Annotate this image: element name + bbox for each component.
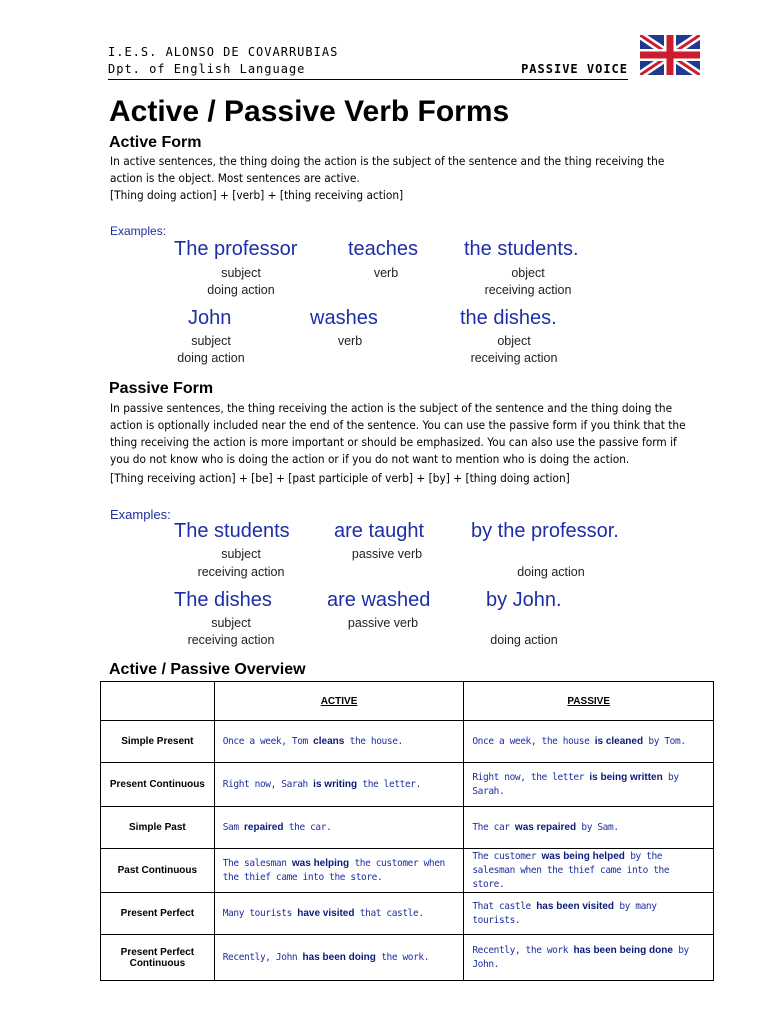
- table-row: [101, 849, 714, 893]
- department-name: Dpt. of English Language: [108, 62, 306, 76]
- passive-verb: has been being done: [573, 944, 673, 956]
- passive-post: by Tom.: [643, 735, 686, 747]
- passive-examples-label: Examples:: [110, 507, 171, 522]
- tense-cell: Simple Present: [101, 721, 215, 763]
- passive-ex2-verb: are washed: [327, 589, 431, 611]
- passive-ex1-subject: The students: [174, 520, 290, 542]
- tense-cell: Present Perfect: [101, 893, 215, 935]
- passive-ex1-agent-desc: doing action: [517, 565, 585, 579]
- passive-cell: [464, 893, 714, 935]
- table-row: [101, 893, 714, 935]
- passive-verb: was repaired: [514, 821, 577, 833]
- passive-ex1-verb-role: passive verb: [351, 547, 423, 561]
- passive-cell: [464, 849, 714, 893]
- active-form-text: In active sentences, the thing doing the action is the subject of the sentence and the thing receiving the action is the object. Most sentences are active.: [110, 154, 665, 185]
- passive-verb: has been visited: [536, 900, 615, 912]
- passive-pre: That castle: [472, 900, 537, 912]
- active-cell: [214, 935, 464, 981]
- table-row: [101, 807, 714, 849]
- passive-form-text: In passive sentences, the thing receiving the action is the subject of the sentence and the thing doing the action is optionally included near the end of the sentence. You can use the passive form if you think that the thing receiving the action is more important or should be emphasized. You can also use the passive form if you do not know who is doing the action or if you do not want to mention who is doing the action.: [110, 401, 686, 466]
- page-title: Active / Passive Verb Forms: [109, 95, 510, 128]
- active-ex2-object-role: object: [497, 334, 531, 348]
- passive-cell: [464, 721, 714, 763]
- active-pre: Sam: [222, 821, 245, 833]
- passive-cell: [464, 807, 714, 849]
- passive-post: by John.: [472, 944, 689, 970]
- active-verb: is writing: [313, 778, 358, 790]
- passive-pre: Recently, the work: [472, 944, 574, 956]
- table-row: [101, 935, 714, 981]
- active-post: the customer when the thief came into the store.: [222, 857, 445, 883]
- active-cell: [214, 763, 464, 807]
- passive-ex1-verb: are taught: [334, 520, 425, 542]
- active-ex1-object: the students.: [464, 238, 579, 260]
- active-pre: Once a week, Tom: [222, 735, 314, 747]
- active-verb: repaired: [244, 821, 284, 833]
- uk-flag-icon: [640, 35, 700, 75]
- passive-ex2-subject-desc: receiving action: [187, 633, 275, 647]
- active-ex1-object-desc: receiving action: [484, 283, 572, 297]
- active-ex2-object-desc: receiving action: [470, 351, 558, 365]
- passive-cell: [464, 763, 714, 807]
- active-pre: The salesman: [222, 857, 292, 869]
- active-column-label: ACTIVE: [320, 695, 358, 707]
- active-cell: [214, 807, 464, 849]
- passive-post: by Sam.: [576, 821, 619, 833]
- active-cell: [214, 893, 464, 935]
- document-header: [108, 44, 628, 78]
- active-formula: [Thing doing action] + [verb] + [thing receiving action]: [110, 188, 404, 202]
- active-post: that castle.: [354, 907, 424, 919]
- active-post: the work.: [375, 951, 430, 963]
- active-post: the letter.: [357, 778, 421, 790]
- active-verb: was helping: [291, 857, 350, 869]
- active-ex1-subject-desc: doing action: [207, 283, 275, 297]
- passive-ex1-subject-role: subject: [221, 547, 261, 561]
- active-ex1-verb: teaches: [348, 238, 419, 260]
- tense-cell: Simple Past: [101, 807, 215, 849]
- active-ex2-verb: washes: [310, 307, 378, 329]
- active-ex1-verb-role: verb: [373, 266, 399, 280]
- active-ex2-verb-role: verb: [337, 334, 363, 348]
- passive-post: by Sarah.: [472, 771, 679, 797]
- active-pre: Right now, Sarah: [222, 778, 314, 790]
- topic-label: PASSIVE VOICE: [521, 62, 628, 76]
- tense-cell: Present Continuous: [101, 763, 215, 807]
- school-name: I.E.S. ALONSO DE COVARRUBIAS: [108, 45, 339, 59]
- tense-column-header: [101, 682, 215, 721]
- table-row: [101, 721, 714, 763]
- passive-ex2-subject: The dishes: [174, 589, 272, 611]
- passive-formula: [Thing receiving action] + [be] + [past participle of verb] + [by] + [thing doing action]: [110, 471, 570, 485]
- passive-ex2-subject-role: subject: [211, 616, 251, 630]
- passive-verb: is being written: [589, 771, 663, 783]
- active-pre: Many tourists: [222, 907, 298, 919]
- passive-ex2-verb-role: passive verb: [347, 616, 419, 630]
- active-cell: [214, 849, 464, 893]
- passive-post: by many tourists.: [472, 900, 657, 926]
- passive-pre: Once a week, the house: [472, 735, 595, 747]
- passive-post: by the salesman when the thief came into the store.: [472, 850, 670, 890]
- active-cell: [214, 721, 464, 763]
- passive-ex1-subject-desc: receiving action: [197, 565, 285, 579]
- passive-column-header: [464, 682, 714, 721]
- passive-form-heading: Passive Form: [109, 380, 214, 397]
- overview-heading: Active / Passive Overview: [109, 661, 306, 678]
- passive-ex2-agent: by John.: [486, 589, 562, 611]
- active-post: the car.: [283, 821, 332, 833]
- passive-ex1-agent: by the professor.: [471, 520, 619, 542]
- passive-cell: [464, 935, 714, 981]
- active-examples-label: Examples:: [110, 224, 167, 238]
- table-header-row: [101, 682, 714, 721]
- active-pre: Recently, John: [222, 951, 303, 963]
- passive-pre: The customer: [472, 850, 542, 862]
- active-ex2-object: the dishes.: [460, 307, 557, 329]
- active-verb: has been doing: [302, 951, 376, 963]
- passive-pre: The car: [472, 821, 515, 833]
- passive-pre: Right now, the letter: [472, 771, 590, 783]
- active-ex1-subject: The professor: [174, 238, 298, 260]
- passive-ex2-agent-desc: doing action: [490, 633, 558, 647]
- active-ex2-subject-role: subject: [191, 334, 231, 348]
- active-post: the house.: [344, 735, 403, 747]
- active-ex2-subject: John: [188, 307, 232, 329]
- active-verb: cleans: [313, 735, 345, 747]
- active-ex1-subject-role: subject: [221, 266, 261, 280]
- overview-table: [100, 681, 714, 981]
- active-form-heading: Active Form: [109, 134, 202, 151]
- passive-verb: was being helped: [541, 850, 625, 862]
- tense-cell: Present Perfect Continuous: [101, 935, 215, 981]
- header-rule: [108, 79, 628, 80]
- active-ex2-subject-desc: doing action: [177, 351, 245, 365]
- passive-column-label: PASSIVE: [567, 695, 610, 707]
- passive-verb: is cleaned: [594, 735, 644, 747]
- tense-cell: Past Continuous: [101, 849, 215, 893]
- active-verb: have visited: [297, 907, 355, 919]
- active-ex1-object-role: object: [511, 266, 545, 280]
- active-column-header: [214, 682, 464, 721]
- table-row: [101, 763, 714, 807]
